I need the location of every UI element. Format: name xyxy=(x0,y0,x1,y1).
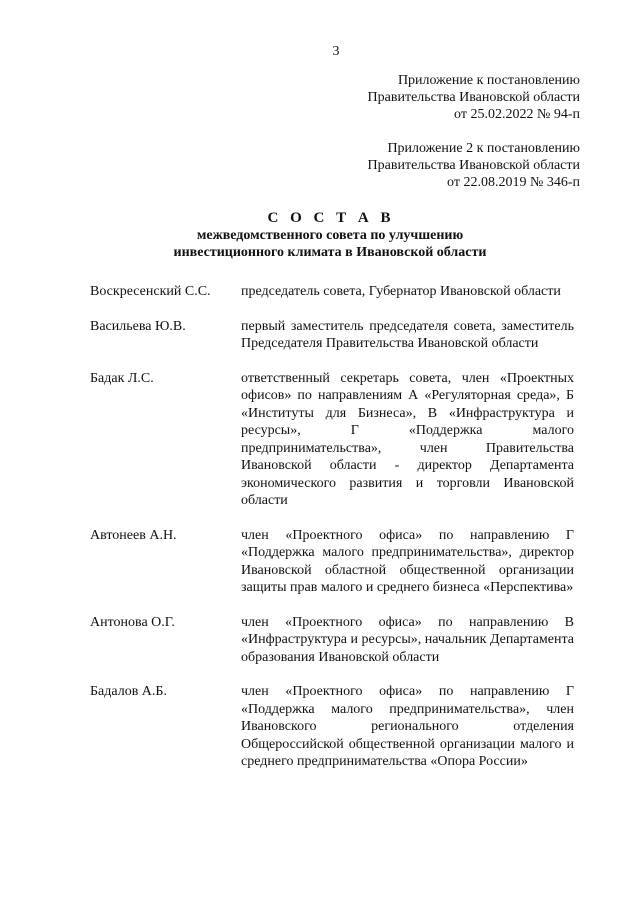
member-role: ответственный секретарь совета, член «Проектных офисов» по направлениям А «Регуляторная среда», Б «Институты для Бизнеса», В «Инфраструктура и ресурсы», Г «Поддержка малого предпринимательства», член Правительства Ивановской области - директор Департамента экономического развития и торговли Ивановской области xyxy=(241,370,574,508)
annex-1-line-2: Правительства Ивановской области xyxy=(367,90,580,105)
member-row xyxy=(90,683,574,771)
member-row xyxy=(90,370,574,510)
member-name: Воскресенский С.С. xyxy=(90,284,211,299)
annex-reference-current xyxy=(368,72,580,123)
annex-1-line-1: Приложение к постановлению xyxy=(397,73,580,88)
page-number: 3 xyxy=(332,44,340,59)
member-row xyxy=(90,614,574,667)
member-role: первый заместитель председателя совета, заместитель Председателя Правительства Ивановской области xyxy=(241,318,574,351)
document-title xyxy=(0,210,640,261)
member-role: член «Проектного офиса» по направлению Г «Поддержка малого предпринимательства», член Ивановского регионального отделения Общероссийской общественной организации малого и среднего предпринимательства «Опора России» xyxy=(241,684,574,769)
title-line-3: инвестиционного климата в Ивановской области xyxy=(173,245,487,260)
annex-2-line-3: от 22.08.2019 № 346-п xyxy=(447,175,580,190)
member-name: Автонеев А.Н. xyxy=(90,527,177,543)
member-name: Бадак Л.С. xyxy=(90,370,154,386)
member-row xyxy=(90,318,574,353)
member-role: член «Проектного офиса» по направлению Г «Поддержка малого предпринимательства», директор Ивановской областной общественной организации защиты прав малого и среднего бизнеса «Перспектива» xyxy=(241,527,574,595)
member-name: Антонова О.Г. xyxy=(90,614,175,630)
member-name: Васильева Ю.В. xyxy=(90,318,186,334)
annex-reference-original xyxy=(368,140,580,191)
title-line-2: межведомственного совета по улучшению xyxy=(196,228,464,243)
member-role: член «Проектного офиса» по направлению В «Инфраструктура и ресурсы», начальник Департамента образования Ивановской области xyxy=(241,614,574,665)
member-row xyxy=(90,283,574,301)
title-heading: С О С Т А В xyxy=(267,210,395,226)
member-role: председатель совета, Губернатор Ивановской области xyxy=(241,284,561,299)
member-row xyxy=(90,527,574,597)
annex-2-line-2: Правительства Ивановской области xyxy=(367,158,580,173)
annex-2-line-1: Приложение 2 к постановлению xyxy=(387,141,580,156)
member-name: Бадалов А.Б. xyxy=(90,684,167,699)
annex-1-line-3: от 25.02.2022 № 94-п xyxy=(454,107,580,122)
members-list xyxy=(90,283,574,788)
